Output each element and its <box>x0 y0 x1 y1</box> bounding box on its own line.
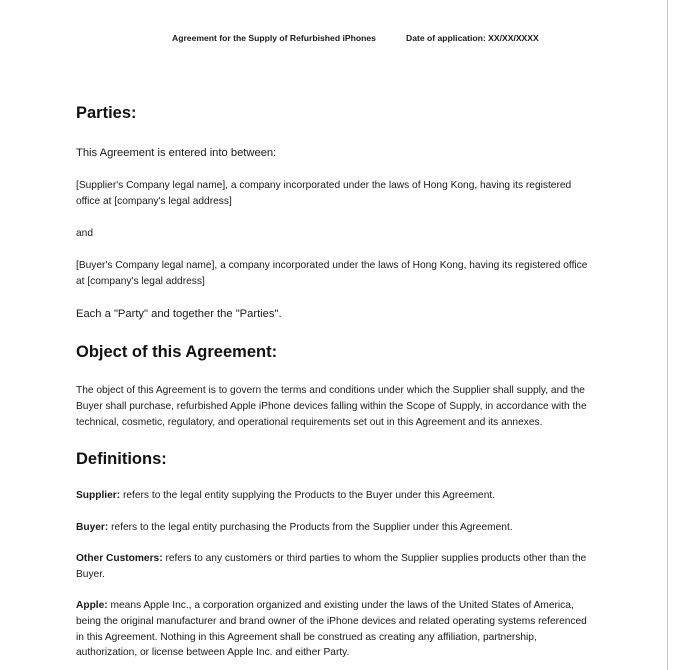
definition-text: refers to the legal entity purchasing the Products from the Supplier under this Agreement. <box>108 522 513 533</box>
definition-term: Buyer: <box>76 522 109 533</box>
document-header-date: Date of application: XX/XX/XXXX <box>406 33 539 43</box>
definition-other-customers <box>76 551 596 583</box>
definition-apple <box>76 598 596 661</box>
object-heading: Object of this Agreement: <box>76 343 278 361</box>
supplier-party-paragraph: [Supplier's Company legal name], a company incorporated under the laws of Hong Kong, having its registered office at [company's legal address] <box>76 180 572 207</box>
buyer-party-paragraph: [Buyer's Company legal name], a company incorporated under the laws of Hong Kong, having its registered office at [company's legal address] <box>76 260 588 287</box>
definition-text: means Apple Inc., a corporation organized and existing under the laws of the United States of America, being the original manufacturer and brand owner of the iPhone devices and related operating systems referenced in this Agreement. Nothing in this Agreement shall be construed as creating any affiliation, partnership, authorization, or license between Apple Inc. and either Party. <box>76 600 587 659</box>
object-body: The object of this Agreement is to govern the terms and conditions under which the Supplier shall supply, and the Buyer shall purchase, refurbished Apple iPhone devices falling within the Scope of Supply, in accordance with the technical, cosmetic, regulatory, and operational requirements set out in this Agreement and its annexes. <box>76 385 587 428</box>
page-right-edge <box>667 0 680 670</box>
document-header-title: Agreement for the Supply of Refurbished iPhones <box>172 33 376 43</box>
definition-text: refers to the legal entity supplying the Products to the Buyer under this Agreement. <box>120 490 496 501</box>
definition-term: Supplier: <box>76 490 121 501</box>
definition-term: Other Customers: <box>76 553 163 564</box>
parties-closing: Each a "Party" and together the "Parties". <box>76 308 282 320</box>
and-separator: and <box>76 228 93 239</box>
parties-heading: Parties: <box>76 104 137 122</box>
definitions-heading: Definitions: <box>76 450 167 468</box>
definition-buyer <box>76 520 596 536</box>
definition-text: refers to any customers or third parties to whom the Supplier supplies products other than the Buyer. <box>76 553 587 580</box>
definition-supplier <box>76 488 596 504</box>
definition-term: Apple: <box>76 600 108 611</box>
parties-intro: This Agreement is entered into between: <box>76 147 277 159</box>
